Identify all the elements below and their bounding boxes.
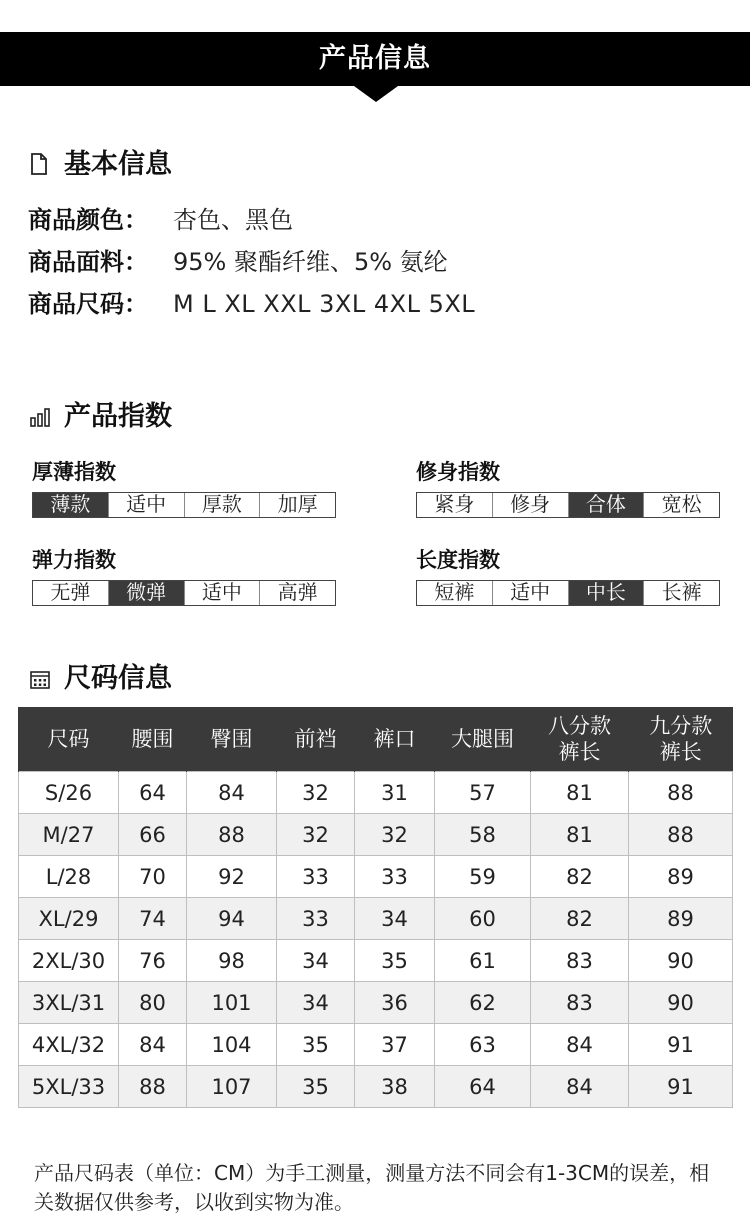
table-cell: XL/29	[19, 898, 119, 940]
table-cell: 104	[187, 1024, 277, 1066]
scale-option: 长裤	[643, 581, 719, 605]
measurement-note: 产品尺码表（单位：CM）为手工测量，测量方法不同会有1-3CM的误差，相关数据仅供参考，以收到实物为准。	[34, 1161, 710, 1214]
table-cell: 61	[435, 940, 531, 982]
table-cell: S/26	[19, 772, 119, 814]
bar-chart-icon	[30, 403, 52, 425]
table-cell: 84	[531, 1066, 629, 1108]
size-info-heading-text: 尺码信息	[64, 663, 172, 694]
table-cell: 82	[531, 898, 629, 940]
table-cell: M/27	[19, 814, 119, 856]
table-cell: 4XL/32	[19, 1024, 119, 1066]
table-cell: 84	[187, 772, 277, 814]
index-title-thickness: 厚薄指数	[32, 460, 116, 484]
table-cell: 59	[435, 856, 531, 898]
document-icon	[30, 151, 52, 173]
scale-length	[416, 580, 720, 606]
index-title-stretch: 弹力指数	[32, 548, 116, 572]
table-row	[19, 814, 733, 856]
table-cell: 88	[629, 814, 733, 856]
table-cell: 83	[531, 982, 629, 1024]
scale-option: 厚款	[184, 493, 260, 517]
scale-fit	[416, 492, 720, 518]
info-value-size: M L XL XXL 3XL 4XL 5XL	[173, 290, 476, 318]
calendar-grid-icon	[30, 665, 52, 687]
table-cell: 2XL/30	[19, 940, 119, 982]
table-cell: 34	[277, 982, 355, 1024]
table-row	[19, 1024, 733, 1066]
scale-option: 无弹	[50, 580, 91, 604]
table-cell: 31	[355, 772, 435, 814]
table-row	[19, 898, 733, 940]
table-cell: 88	[629, 772, 733, 814]
table-cell: 74	[119, 898, 187, 940]
table-cell: 35	[277, 1024, 355, 1066]
table-cell: 33	[355, 856, 435, 898]
table-cell: 89	[629, 898, 733, 940]
table-cell: 84	[531, 1024, 629, 1066]
scale-option: 适中	[492, 581, 568, 605]
table-cell: 64	[119, 772, 187, 814]
scale-option: 薄款	[33, 493, 108, 517]
table-cell: 35	[277, 1066, 355, 1108]
basic-info-heading	[30, 142, 172, 181]
scale-thickness	[32, 492, 336, 518]
table-cell: 89	[629, 856, 733, 898]
table-cell: 34	[355, 898, 435, 940]
scale-option: 紧身	[434, 492, 475, 516]
table-cell: 33	[277, 856, 355, 898]
table-header-cell: 尺码	[19, 707, 119, 772]
index-title-length: 长度指数	[416, 548, 500, 572]
info-label-size: 商品尺码：	[28, 290, 148, 318]
table-cell: 90	[629, 940, 733, 982]
table-cell: 83	[531, 940, 629, 982]
table-cell: 63	[435, 1024, 531, 1066]
table-row	[19, 856, 733, 898]
product-index-heading-text: 产品指数	[64, 401, 172, 432]
table-cell: 88	[119, 1066, 187, 1108]
section-banner	[0, 32, 750, 86]
table-header-cell: 大腿围	[435, 707, 531, 772]
table-cell: 32	[355, 814, 435, 856]
table-row	[19, 1066, 733, 1108]
table-cell: 36	[355, 982, 435, 1024]
scale-option: 高弹	[259, 581, 335, 605]
table-cell: 90	[629, 982, 733, 1024]
product-index-heading	[30, 394, 172, 433]
table-header-cell: 九分款 裤长	[629, 707, 733, 772]
table-cell: 38	[355, 1066, 435, 1108]
table-cell: 5XL/33	[19, 1066, 119, 1108]
scale-option: 合体	[568, 493, 644, 517]
table-cell: 66	[119, 814, 187, 856]
table-header-cell: 腰围	[119, 707, 187, 772]
table-row	[19, 940, 733, 982]
info-value-fabric: 95% 聚酯纤维、5% 氨纶	[173, 248, 448, 276]
table-header-cell: 臀围	[187, 707, 277, 772]
table-cell: 32	[277, 772, 355, 814]
info-row-size	[28, 288, 475, 320]
table-cell: 70	[119, 856, 187, 898]
table-cell: 81	[531, 814, 629, 856]
table-header-cell: 前裆	[277, 707, 355, 772]
table-cell: 101	[187, 982, 277, 1024]
scale-option: 宽松	[643, 493, 719, 517]
scale-option: 适中	[184, 581, 260, 605]
table-header-row	[19, 707, 733, 772]
table-cell: 107	[187, 1066, 277, 1108]
table-cell: 60	[435, 898, 531, 940]
table-cell: 88	[187, 814, 277, 856]
table-cell: 80	[119, 982, 187, 1024]
table-cell: 84	[119, 1024, 187, 1066]
scale-option: 短裤	[434, 580, 475, 604]
table-cell: 94	[187, 898, 277, 940]
scale-stretch	[32, 580, 336, 606]
table-cell: 35	[355, 940, 435, 982]
table-cell: 98	[187, 940, 277, 982]
table-cell: 91	[629, 1024, 733, 1066]
table-row	[19, 982, 733, 1024]
table-cell: L/28	[19, 856, 119, 898]
table-header-cell: 八分款 裤长	[531, 707, 629, 772]
table-cell: 3XL/31	[19, 982, 119, 1024]
info-label-color: 商品颜色：	[28, 206, 148, 234]
size-table	[18, 707, 733, 1108]
index-title-fit: 修身指数	[416, 460, 500, 484]
table-cell: 82	[531, 856, 629, 898]
scale-option: 微弹	[108, 581, 184, 605]
table-header-cell: 裤口	[355, 707, 435, 772]
table-cell: 32	[277, 814, 355, 856]
table-cell: 64	[435, 1066, 531, 1108]
table-cell: 37	[355, 1024, 435, 1066]
table-cell: 58	[435, 814, 531, 856]
scale-option: 加厚	[259, 493, 335, 517]
table-cell: 57	[435, 772, 531, 814]
banner-notch	[354, 86, 398, 102]
table-cell: 92	[187, 856, 277, 898]
banner-title: 产品信息	[319, 43, 431, 74]
scale-option: 中长	[568, 581, 644, 605]
info-label-fabric: 商品面料：	[28, 248, 148, 276]
scale-option: 适中	[108, 493, 184, 517]
size-info-heading	[30, 656, 172, 695]
info-value-color: 杏色、黑色	[173, 206, 293, 234]
info-row-fabric	[28, 246, 448, 278]
table-cell: 34	[277, 940, 355, 982]
info-row-color	[28, 204, 293, 236]
scale-option: 修身	[492, 493, 568, 517]
table-cell: 91	[629, 1066, 733, 1108]
basic-info-heading-text: 基本信息	[64, 149, 172, 180]
table-cell: 76	[119, 940, 187, 982]
table-cell: 33	[277, 898, 355, 940]
table-row	[19, 772, 733, 814]
table-cell: 62	[435, 982, 531, 1024]
table-cell: 81	[531, 772, 629, 814]
